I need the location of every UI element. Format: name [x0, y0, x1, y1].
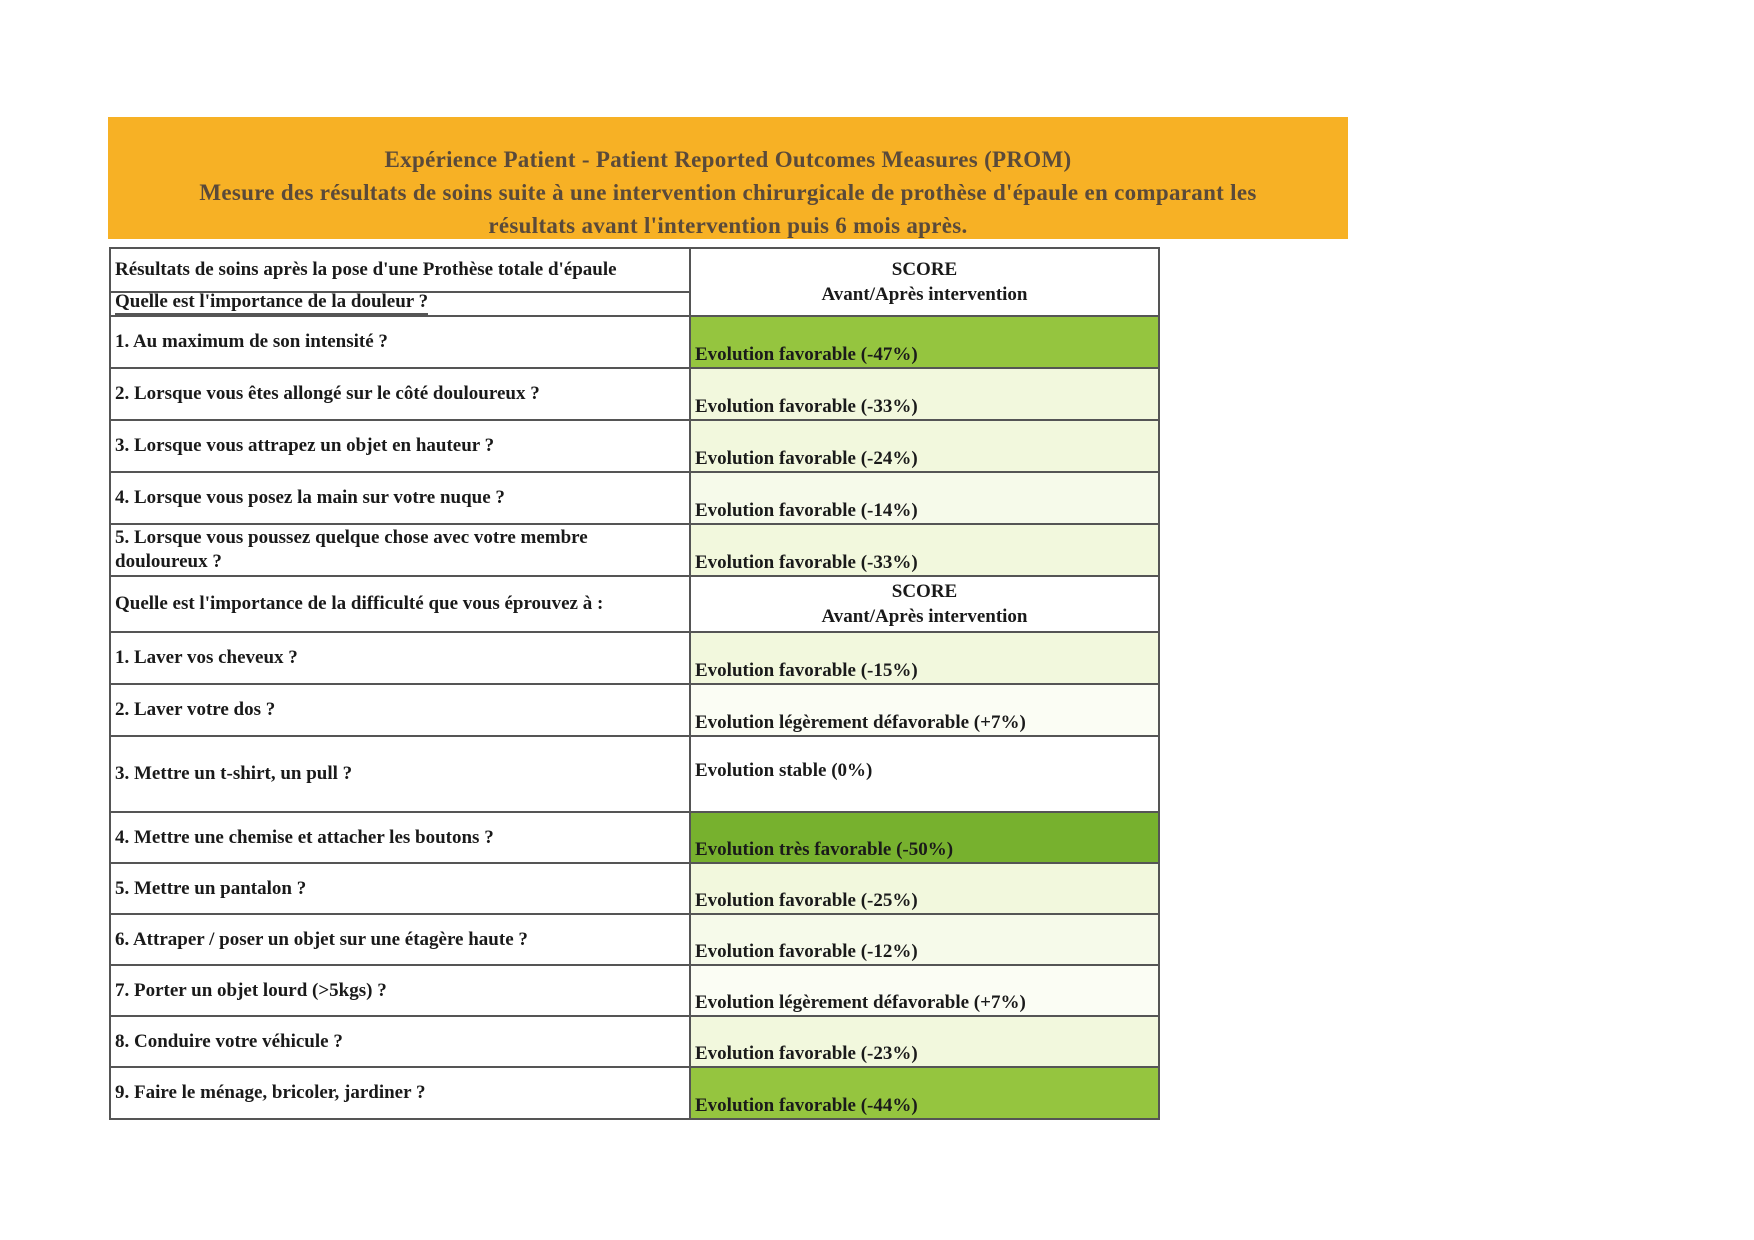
score-label-2: SCORE: [891, 580, 958, 602]
score-sublabel: Avant/Après intervention: [821, 283, 1028, 305]
table-row: [109, 1015, 1160, 1066]
question-cell: 5. Lorsque vous poussez quelque chose avec votre membre douloureux ?: [109, 523, 689, 575]
question-cell: 2. Lorsque vous êtes allongé sur le côté douloureux ?: [109, 367, 689, 419]
table-row: [109, 631, 1160, 683]
table-row: [109, 315, 1160, 367]
question-cell: 6. Attraper / poser un objet sur une étagère haute ?: [109, 913, 689, 964]
result-cell: Evolution légèrement défavorable (+7%): [689, 683, 1160, 735]
table-title: Résultats de soins après la pose d'une Prothèse totale d'épaule: [109, 247, 689, 291]
table-row: [109, 471, 1160, 523]
score-label: SCORE: [891, 258, 958, 280]
question-cell: 3. Lorsque vous attrapez un objet en hauteur ?: [109, 419, 689, 471]
result-cell: Evolution stable (0%): [689, 735, 1160, 811]
section-pain-title: Quelle est l'importance de la douleur ?: [109, 291, 689, 315]
section-difficulty-header-row: [109, 575, 1160, 631]
score-sublabel-2: Avant/Après intervention: [821, 605, 1028, 627]
question-cell: 9. Faire le ménage, bricoler, jardiner ?: [109, 1066, 689, 1118]
table-row: [109, 811, 1160, 862]
table-row: [109, 1066, 1160, 1118]
score-header-2: [689, 575, 1160, 631]
question-cell: 4. Lorsque vous posez la main sur votre nuque ?: [109, 471, 689, 523]
result-cell: Evolution favorable (-25%): [689, 862, 1160, 913]
table-row: [109, 523, 1160, 575]
result-cell: Evolution très favorable (-50%): [689, 811, 1160, 862]
section-difficulty-title: Quelle est l'importance de la difficulté que vous éprouvez à :: [109, 575, 689, 631]
table-row: [109, 367, 1160, 419]
table-row: [109, 683, 1160, 735]
result-cell: Evolution favorable (-33%): [689, 367, 1160, 419]
result-cell: Evolution favorable (-33%): [689, 523, 1160, 575]
result-cell: Evolution favorable (-14%): [689, 471, 1160, 523]
result-cell: Evolution favorable (-12%): [689, 913, 1160, 964]
table-bottom-border: [109, 1118, 1160, 1120]
table-row: [109, 964, 1160, 1015]
question-cell: 4. Mettre une chemise et attacher les boutons ?: [109, 811, 689, 862]
result-cell: Evolution favorable (-47%): [689, 315, 1160, 367]
table-row: [109, 735, 1160, 811]
result-cell: Evolution favorable (-23%): [689, 1015, 1160, 1066]
table-row: [109, 419, 1160, 471]
result-cell: Evolution favorable (-44%): [689, 1066, 1160, 1118]
question-cell: 7. Porter un objet lourd (>5kgs) ?: [109, 964, 689, 1015]
score-header: [689, 247, 1160, 315]
header-subtitle-line1: Mesure des résultats de soins suite à une intervention chirurgicale de prothèse d'épaule en comparant les: [199, 180, 1257, 205]
header-title: Expérience Patient - Patient Reported Outcomes Measures (PROM): [384, 147, 1072, 172]
question-cell: 8. Conduire votre véhicule ?: [109, 1015, 689, 1066]
page-header-banner: [108, 117, 1348, 239]
question-cell: 2. Laver votre dos ?: [109, 683, 689, 735]
question-cell: 1. Au maximum de son intensité ?: [109, 315, 689, 367]
table-header-row: [109, 247, 1160, 315]
result-cell: Evolution légèrement défavorable (+7%): [689, 964, 1160, 1015]
question-cell: 3. Mettre un t-shirt, un pull ?: [109, 735, 689, 811]
header-subtitle-line2: résultats avant l'intervention puis 6 mois après.: [488, 213, 968, 238]
question-cell: 1. Laver vos cheveux ?: [109, 631, 689, 683]
table-row: [109, 862, 1160, 913]
question-cell: 5. Mettre un pantalon ?: [109, 862, 689, 913]
result-cell: Evolution favorable (-24%): [689, 419, 1160, 471]
result-cell: Evolution favorable (-15%): [689, 631, 1160, 683]
table-row: [109, 913, 1160, 964]
